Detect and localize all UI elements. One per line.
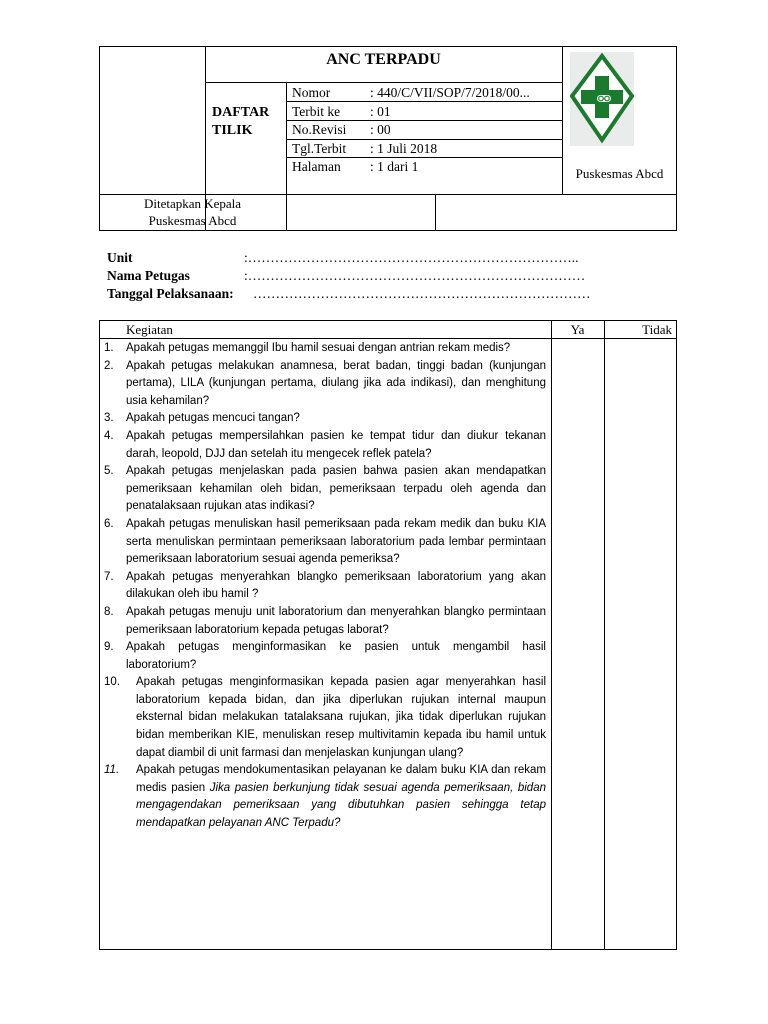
item-number: 5. (104, 465, 114, 478)
meta-value-nomor: : 440/C/VII/SOP/7/2018/00... (370, 85, 530, 100)
item-text: Apakah petugas menginformasikan kepada pasien agar menyerahkan hasil laboratorium kepada bidan, dan jika diperlukan rujukan internal maupun eksternal bidan melakukan tatalaksana rujukan, jika tidak diperlukan rujukan bidan memberikan KIE, menuliskan resep multivitamin kepada ibu hamil untuk dapat diambil di unit farmasi dan menjelaskan kunjungan ulang? (136, 676, 546, 759)
petugas-field[interactable]: :………………………………………………………………… (244, 268, 586, 283)
item-number: 11. (104, 764, 120, 777)
meta-value-halaman: : 1 dari 1 (370, 159, 419, 174)
item-number: 9. (104, 641, 114, 654)
petugas-label: Nama Petugas (107, 268, 190, 283)
col-tidak-header: Tidak (642, 322, 672, 337)
item-number: 2. (104, 359, 114, 372)
tanggal-field[interactable]: ………………………………………………………………… (253, 286, 591, 301)
item-number: 3. (104, 412, 114, 425)
checklist-items (104, 340, 546, 833)
item-text: Apakah petugas melakukan anamnesa, berat badan, tinggi badan (kunjungan pertama), LILA (kunjungan pertama, diulang jika ada indikasi), dan menghitung usia kehamilan? (126, 359, 546, 407)
meta-label-terbit: Terbit ke (292, 104, 341, 119)
approval-block (99, 195, 286, 229)
col-ya-header: Ya (570, 322, 585, 337)
item-text: Apakah petugas menjelaskan pada pasien bahwa pasien akan mendapatkan pemeriksaan kehamilan oleh bidan, pemeriksaan terpadu oleh agenda dan penatalaksaan rujukan atas indikasi? (126, 465, 546, 513)
list-item (104, 639, 546, 674)
tanggal-label: Tanggal Pelaksanaan: (107, 286, 234, 301)
meta-value-terbit: : 01 (370, 104, 391, 119)
list-item (104, 428, 546, 463)
approval-line-2: Puskesmas Abcd (148, 213, 237, 228)
meta-value-revisi: : 00 (370, 122, 391, 137)
meta-value-tgl: : 1 Juli 2018 (370, 141, 438, 156)
item-number: 4. (104, 429, 114, 442)
item-number: 6. (104, 517, 114, 530)
unit-label: Unit (107, 250, 133, 265)
meta-label-revisi: No.Revisi (292, 122, 347, 137)
unit-field[interactable]: :……………………………………………………………….. (244, 250, 579, 265)
col-kegiatan-header: Kegiatan (126, 322, 173, 337)
list-item (104, 410, 546, 428)
approval-line-1: Ditetapkan Kepala (143, 196, 242, 211)
logo-cross-icon (570, 52, 634, 146)
list-item (104, 569, 546, 604)
document-title: ANC TERPADU (326, 51, 441, 68)
list-item (104, 516, 546, 569)
list-item (104, 762, 546, 832)
meta-label-nomor: Nomor (292, 85, 331, 100)
meta-label-halaman: Halaman (292, 159, 341, 174)
list-item (104, 340, 546, 358)
item-text: Apakah petugas menginformasikan ke pasien untuk mengambil hasil laboratorium? (126, 641, 546, 671)
item-text-group (136, 762, 546, 832)
item-text: Apakah petugas menyerahkan blangko pemeriksaan laboratorium yang akan dilakukan oleh ibu hamil ? (126, 570, 546, 601)
item-text: Apakah petugas menuju unit laboratorium dan menyerahkan blangko permintaan pemeriksaan laboratorium kepada petugas laborat? (126, 605, 546, 636)
list-item (104, 463, 546, 516)
item-text: Apakah petugas memanggil Ibu hamil sesuai dengan antrian rekam medis? (126, 342, 511, 354)
item-number: 7. (104, 570, 114, 583)
puskesmas-logo (570, 52, 634, 146)
document-type: DAFTAR TILIK (212, 105, 270, 138)
institution-name: Puskesmas Abcd (575, 166, 664, 181)
item-text-italic: Jika pasien berkunjung tidak sesuai agenda pemeriksaan, bidan mengagendakan pemeriksaan yang dibutuhkan pasien sehingga tetap mendapatkan pelayanan ANC Terpadu? (136, 781, 546, 830)
item-number: 10. (104, 676, 120, 689)
item-text: Apakah petugas mencuci tangan? (126, 412, 300, 425)
list-item (104, 674, 546, 762)
item-number: 1. (104, 342, 114, 354)
item-text: Apakah petugas menuliskan hasil pemeriksaan pada rekam medik dan buku KIA serta menuliskan permintaan pemeriksaan laboratorium pada lembar permintaan pemeriksaan laboratorium sesuai agenda pemeriksa? (126, 517, 546, 566)
list-item (104, 358, 546, 411)
meta-label-tgl: Tgl.Terbit (292, 141, 347, 156)
item-text: Apakah petugas mempersilahkan pasien ke tempat tidur dan diukur tekanan darah, leopold, DJJ dan setelah itu mengecek reflek patela? (126, 429, 546, 460)
item-text: Apakah petugas mendokumentasikan pelayanan ke dalam buku KIA dan rekam medis pasien (136, 764, 546, 794)
item-number: 8. (104, 605, 114, 618)
list-item (104, 604, 546, 639)
